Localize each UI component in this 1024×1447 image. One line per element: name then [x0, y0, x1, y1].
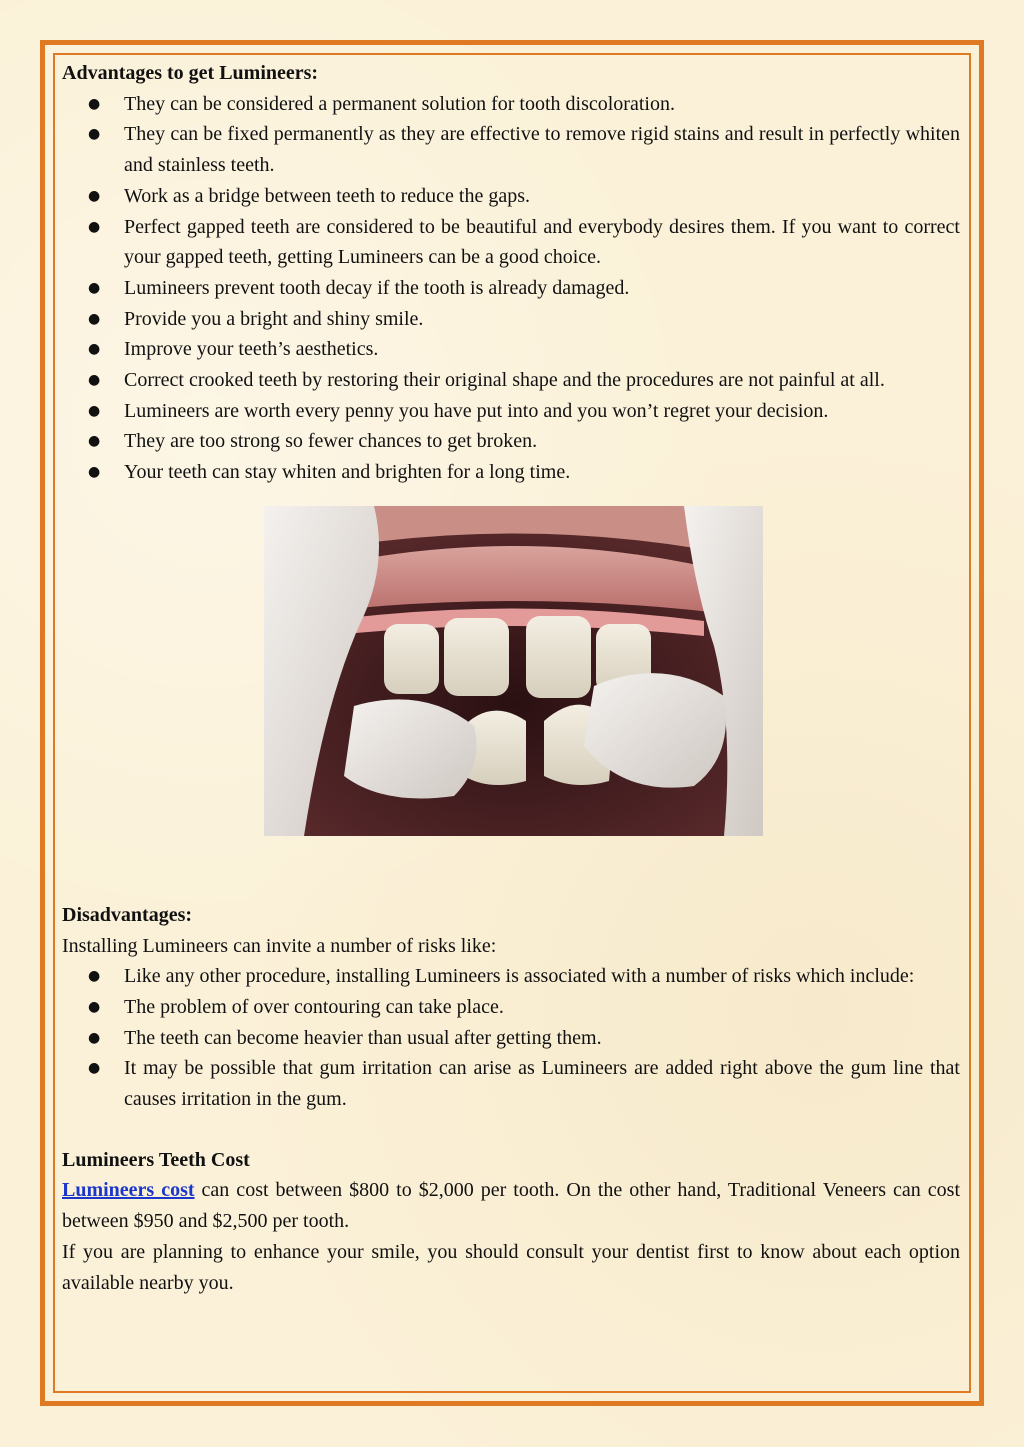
consult-paragraph: If you are planning to enhance your smile, you should consult your dentist first to know about each option available nearby you. [62, 1240, 960, 1294]
cost-heading: Lumineers Teeth Cost [62, 1148, 250, 1171]
list-item: ● Lumineers prevent tooth decay if the tooth is already damaged. [62, 273, 960, 304]
disadvantages-list [62, 961, 960, 1115]
list-item: ● Like any other procedure, installing Lumineers is associated with a number of risks which include: [62, 961, 960, 992]
list-item: ● They can be considered a permanent solution for tooth discoloration. [62, 89, 960, 120]
list-item: ● Work as a bridge between teeth to reduce the gaps. [62, 181, 960, 212]
section-spacer [62, 1115, 960, 1145]
teeth-photo-illustration [264, 506, 763, 836]
disadvantages-intro: Installing Lumineers can invite a number of risks like: [62, 934, 497, 957]
advantages-list [62, 89, 960, 488]
cost-paragraph [62, 1175, 960, 1236]
photo-section [62, 488, 960, 900]
list-item: ● Perfect gapped teeth are considered to be beautiful and everybody desires them. If you want to correct your gapped teeth, getting Lumineers can be a good choice. [62, 212, 960, 273]
teeth-photo [264, 506, 763, 836]
document-body [62, 58, 960, 1298]
disadvantages-heading: Disadvantages: [62, 903, 193, 926]
list-item: ● Correct crooked teeth by restoring their original shape and the procedures are not painful at all. [62, 365, 960, 396]
list-item: ● They can be fixed permanently as they are effective to remove rigid stains and result in perfectly whiten and stainless teeth. [62, 119, 960, 180]
cost-paragraph-text: can cost between $800 to $2,000 per tooth. On the other hand, Traditional Veneers can cost between $950 and $2,500 per tooth. [62, 1179, 960, 1233]
list-item: ● Lumineers are worth every penny you have put into and you won’t regret your decision. [62, 396, 960, 427]
advantages-heading: Advantages to get Lumineers: [62, 62, 319, 84]
list-item: ● The problem of over contouring can take place. [62, 992, 960, 1023]
list-item: ● It may be possible that gum irritation can arise as Lumineers are added right above the gum line that causes irritation in the gum. [62, 1053, 960, 1114]
list-item: ● The teeth can become heavier than usual after getting them. [62, 1023, 960, 1054]
list-item: ● Provide you a bright and shiny smile. [62, 304, 960, 335]
lumineers-cost-link[interactable]: Lumineers cost [62, 1179, 195, 1202]
list-item: ● Your teeth can stay whiten and brighten for a long time. [62, 457, 960, 488]
list-item: ● They are too strong so fewer chances to get broken. [62, 426, 960, 457]
list-item: ● Improve your teeth’s aesthetics. [62, 334, 960, 365]
